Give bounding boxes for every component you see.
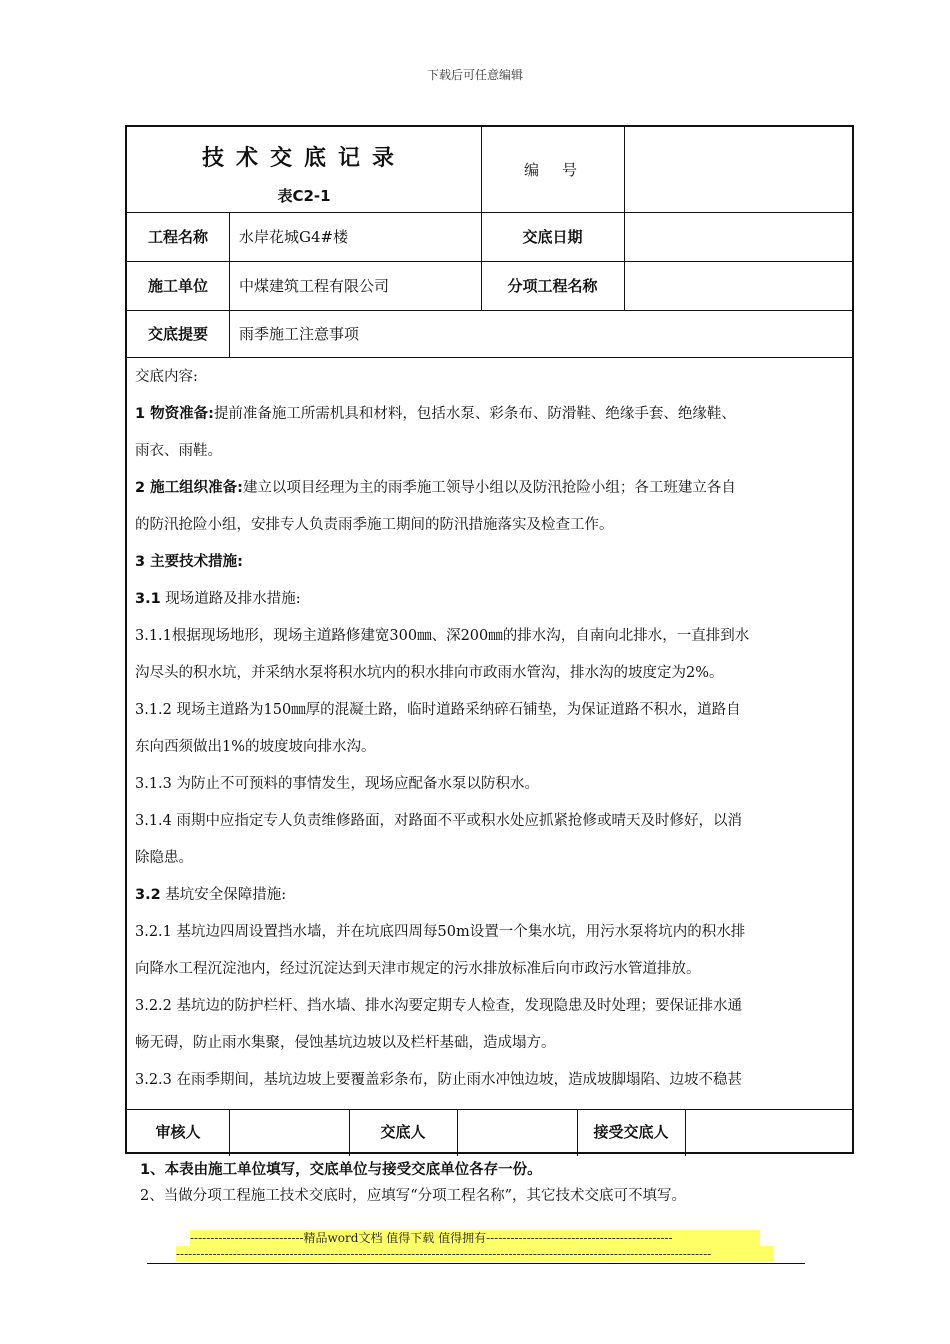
content-line: 的防汛抢险小组，安排专人负责雨季施工期间的防汛措施落实及检查工作。 (135, 517, 614, 533)
disclosure-content (135, 359, 844, 1099)
summary-value[interactable]: 雨季施工注意事项 (239, 325, 360, 343)
date-label: 交底日期 (522, 228, 583, 246)
date-value[interactable] (624, 212, 852, 261)
content-line: 3.1.3 为防止不可预料的事情发生，现场应配备水泵以防积水。 (135, 776, 540, 792)
content-line: 3.2 基坑安全保障措施: (135, 887, 287, 903)
contractor-label: 施工单位 (147, 277, 208, 295)
header-note: 下载后可任意编辑 (426, 68, 523, 82)
content-line: 沟尽头的积水坑，并采纳水泵将积水坑内的积水排向市政雨水管沟，排水沟的坡度定为2%。 (135, 665, 724, 681)
content-line: 1 物资准备:提前准备施工所需机具和材料，包括水泵、彩条布、防滑鞋、绝缘手套、绝缘鞋、 (135, 406, 736, 422)
promo-banner-line-2: ------------------------------------------------------------------------------------------------------------------------------------ (176, 1246, 774, 1262)
row-divider (127, 357, 852, 358)
content-line: 3.1.1根据现场地形，现场主道路修建宽300㎜、深200㎜的排水沟，自南向北排水，一直排到水 (135, 628, 750, 644)
content-line: 3.2.3 在雨季期间，基坑边坡上要覆盖彩条布，防止雨水冲蚀边坡，造成坡脚塌陷、边坡不稳甚 (135, 1072, 742, 1088)
content-line: 向降水工程沉淀池内，经过沉淀达到天津市规定的污水排放标准后向市政污水管道排放。 (135, 961, 701, 977)
receiver-label: 接受交底人 (593, 1123, 669, 1141)
content-line: 3.2.2 基坑边的防护栏杆、挡水墙、排水沟要定期专人检查，发现隐患及时处理；要保证排水通 (135, 998, 742, 1014)
content-line: 畅无碍，防止雨水集聚，侵蚀基坑边坡以及栏杆基础，造成塌方。 (135, 1035, 556, 1051)
presenter-label: 交底人 (380, 1123, 426, 1141)
presenter-signature[interactable] (457, 1109, 577, 1154)
receiver-signature[interactable] (685, 1109, 852, 1154)
content-line: 东向西须做出1%的坡度坡向排水沟。 (135, 739, 376, 755)
bottom-rule (147, 1263, 805, 1264)
promo-banner-line-1: ----------------------------精品word文档 值得下载 值得拥有---------------------------------------------- (190, 1230, 760, 1246)
reviewer-label: 审核人 (155, 1123, 201, 1141)
technical-disclosure-form (125, 125, 854, 1154)
project-name-label: 工程名称 (147, 228, 208, 246)
content-line: 3.1.2 现场主道路为150㎜厚的混凝土路，临时道路采纳碎石铺垫，为保证道路不积水，道路自 (135, 702, 741, 718)
content-line: 交底内容: (135, 369, 198, 385)
sub-project-value[interactable] (624, 261, 852, 310)
number-value[interactable] (624, 127, 852, 212)
content-line: 雨衣、雨鞋。 (135, 443, 222, 459)
content-line: 3.1 现场道路及排水措施: (135, 591, 301, 607)
project-name-value[interactable]: 水岸花城G4#楼 (239, 228, 349, 246)
footnote-2: 2、当做分项工程施工技术交底时，应填写“分项工程名称”，其它技术交底可不填写。 (140, 1188, 687, 1204)
summary-label: 交底提要 (147, 325, 208, 343)
content-line: 2 施工组织准备:建立以项目经理为主的雨季施工领导小组以及防汛抢险小组；各工班建立各自 (135, 480, 736, 496)
content-line: 3 主要技术措施: (135, 554, 243, 570)
contractor-value[interactable]: 中煤建筑工程有限公司 (239, 277, 390, 295)
footnote-1: 1、本表由施工单位填写，交底单位与接受交底单位各存一份。 (140, 1162, 542, 1178)
content-line: 3.1.4 雨期中应指定专人负责维修路面，对路面不平或积水处应抓紧抢修或晴天及时修好，以消 (135, 813, 742, 829)
form-title: 技术交底记录 (201, 146, 406, 171)
sub-project-label: 分项工程名称 (507, 277, 598, 295)
content-line: 3.2.1 基坑边四周设置挡水墙，并在坑底四周每50m设置一个集水坑，用污水泵将坑内的积水排 (135, 924, 746, 940)
form-code: 表C2-1 (277, 187, 331, 205)
reviewer-signature[interactable] (229, 1109, 349, 1154)
content-line: 除隐患。 (135, 850, 193, 866)
number-label: 编 号 (523, 161, 581, 179)
